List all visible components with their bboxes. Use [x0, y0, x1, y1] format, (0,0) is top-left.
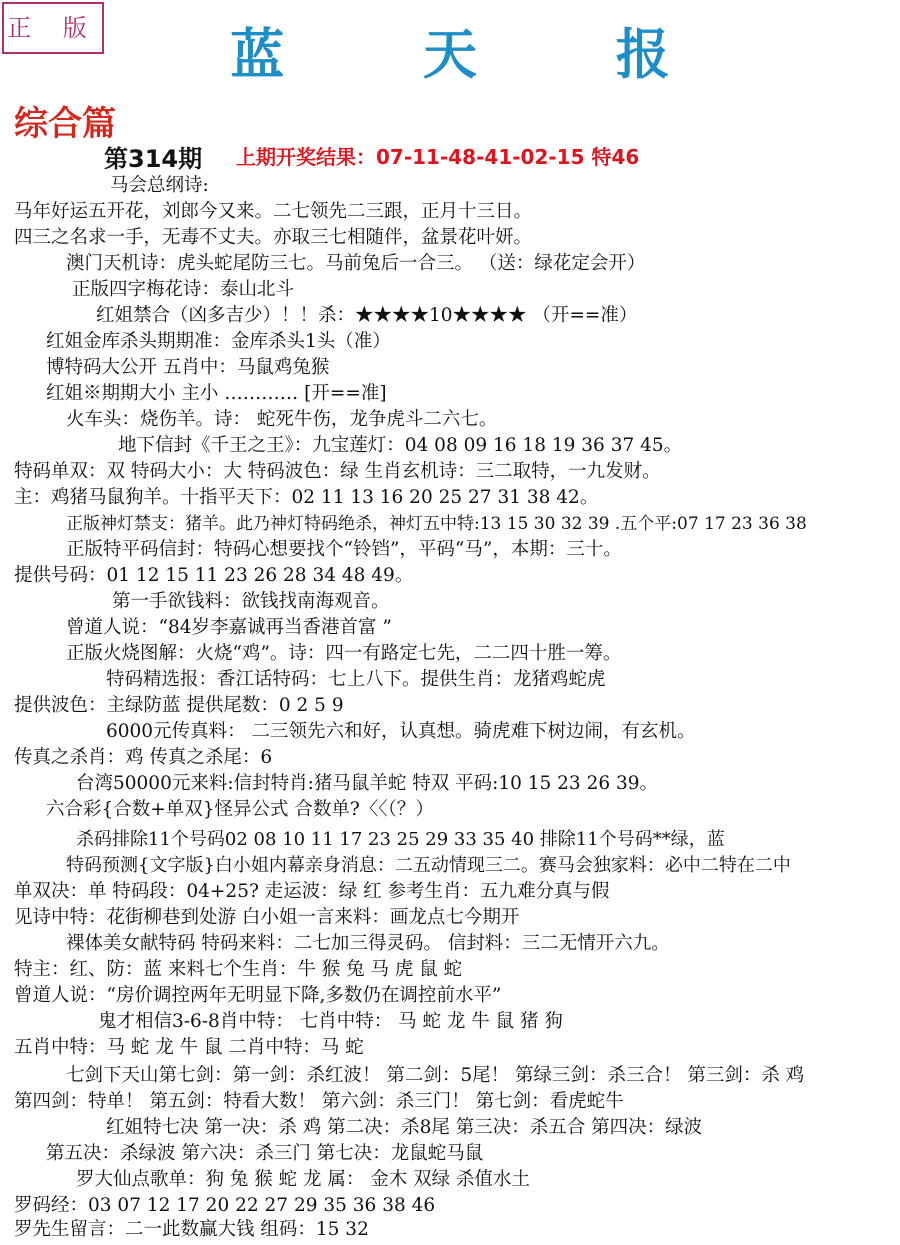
text-line: 单双决：单 特码段：04+25? 走运波：绿 红 参考生肖：五九难分真与假: [14, 881, 610, 902]
text-line: 红姐※期期大小 主小 ………… [开==准]: [46, 383, 387, 404]
text-line: 特主：红、防：蓝 来料七个生肖：牛 猴 兔 马 虎 鼠 蛇: [14, 959, 463, 980]
text-line: 裸体美女献特码 特码来料：二七加三得灵码。 信封料：三二无情开六九。: [66, 933, 670, 954]
text-line: 马年好运五开花，刘郎今又来。二七领先二三跟，正月十三日。: [14, 201, 533, 222]
text-line: 第五决：杀绿波 第六决：杀三门 第七决：龙鼠蛇马鼠: [46, 1143, 484, 1164]
text-line: 正版火烧图解：火烧“鸡”。诗：四一有路定七先，二二四十胜一筹。: [66, 643, 622, 664]
text-line: 博特码大公开 五肖中：马鼠鸡兔猴: [46, 357, 330, 378]
text-line: 地下信封《千王之王》：九宝莲灯：04 08 09 16 18 19 36 37 45。: [118, 435, 683, 456]
text-line: 特码精选报：香江话特码：七上八下。提供生肖：龙猪鸡蛇虎: [106, 669, 606, 690]
text-line: 火车头：烧伤羊。诗： 蛇死牛伤，龙争虎斗二六七。: [66, 409, 498, 430]
text-line: 正版特平码信封：特码心想要找个“铃铛”，平码“马”，本期：三十。: [66, 539, 622, 560]
text-line: 见诗中特：花街柳巷到处游 白小姐一言来料：画龙点七今期开: [14, 907, 520, 928]
last-draw-result: 上期开奖结果：07-11-48-41-02-15 特46: [236, 145, 640, 169]
text-line: 红姐禁合（凶多吉少）！！杀：★★★★10★★★★ （开==准）: [96, 305, 638, 326]
text-line: 6000元传真料： 二三领先六和好，认真想。骑虎难下树边闹，有玄机。: [106, 721, 696, 742]
text-line: 特码预测{文字版}白小姐内幕亲身消息：二五动情现三二。赛马会独家料：必中二特在二中: [66, 855, 791, 876]
section-heading: 综合篇: [14, 104, 116, 144]
text-line: 特码单双：双 特码大小：大 特码波色：绿 生肖玄机诗：三二取特，一九发财。: [14, 461, 661, 482]
text-line: 正版神灯禁支：猪羊。此乃神灯特码绝杀，神灯五中特:13 15 30 32 39 .五个平:07 17 23 36 38: [66, 514, 807, 534]
text-line: 红姐特七决 第一决：杀 鸡 第二决：杀8尾 第三决：杀五合 第四决：绿波: [106, 1117, 703, 1138]
text-line: 杀码排除11个号码02 08 10 11 17 23 25 29 33 35 40 排除11个号码**绿，蓝: [76, 829, 725, 850]
authentic-badge: 正 版: [2, 2, 104, 54]
text-line: 五肖中特：马 蛇 龙 牛 鼠 二肖中特：马 蛇: [14, 1037, 364, 1058]
text-line: 七剑下天山第七剑：第一剑：杀红波！ 第二剑：5尾！ 第绿三剑：杀三合！ 第三剑：杀 鸡: [66, 1065, 805, 1086]
text-line: 曾道人说：“房价调控两年无明显下降,多数仍在调控前水平”: [14, 985, 502, 1006]
text-line: 第一手欲钱料：欲钱找南海观音。: [112, 591, 390, 612]
text-line: 提供波色：主绿防蓝 提供尾数：0 2 5 9: [14, 695, 344, 716]
text-line: 澳门天机诗：虎头蛇尾防三七。马前兔后一合三。 （送：绿花定会开）: [66, 253, 646, 274]
text-line: 传真之杀肖：鸡 传真之杀尾：6: [14, 747, 273, 768]
newspaper-title: 蓝 天 报: [230, 22, 730, 86]
text-line: 第四剑：特单！ 第五剑：特看大数！ 第六剑：杀三门！ 第七剑：看虎蛇牛: [14, 1091, 624, 1112]
text-line: 台湾50000元来料:信封特肖:猪马鼠羊蛇 特双 平码:10 15 23 26 39。: [76, 773, 659, 794]
text-line: 红姐金库杀头期期准：金库杀头1头（准）: [46, 331, 391, 352]
text-line: 罗大仙点歌单：狗 兔 猴 蛇 龙 属： 金木 双绿 杀值水土: [76, 1169, 531, 1190]
text-line: 曾道人说：“84岁李嘉诚再当香港首富 ”: [66, 617, 392, 638]
text-line: 罗码经：03 07 12 17 20 22 27 29 35 36 38 46: [14, 1195, 436, 1216]
text-line: 主：鸡猪马鼠狗羊。十指平天下：02 11 13 16 20 25 27 31 38 42。: [14, 487, 599, 508]
text-line: 四三之名求一手，无毒不丈夫。亦取三七相随伴，盆景花叶妍。: [14, 227, 533, 248]
text-line: 鬼才相信3-6-8肖中特： 七肖中特： 马 蛇 龙 牛 鼠 猪 狗: [98, 1011, 563, 1032]
text-line: 提供号码：01 12 15 11 23 26 28 34 48 49。: [14, 565, 414, 586]
issue-number: 第314期: [104, 145, 203, 173]
text-line: 六合彩{合数+单双}怪异公式 合数单?〈〈（？）: [46, 799, 434, 820]
text-line: 正版四字梅花诗：泰山北斗: [72, 279, 295, 300]
text-line: 马会总纲诗:: [110, 175, 209, 196]
text-line: 罗先生留言：二一此数赢大钱 组码：15 32: [14, 1219, 369, 1240]
